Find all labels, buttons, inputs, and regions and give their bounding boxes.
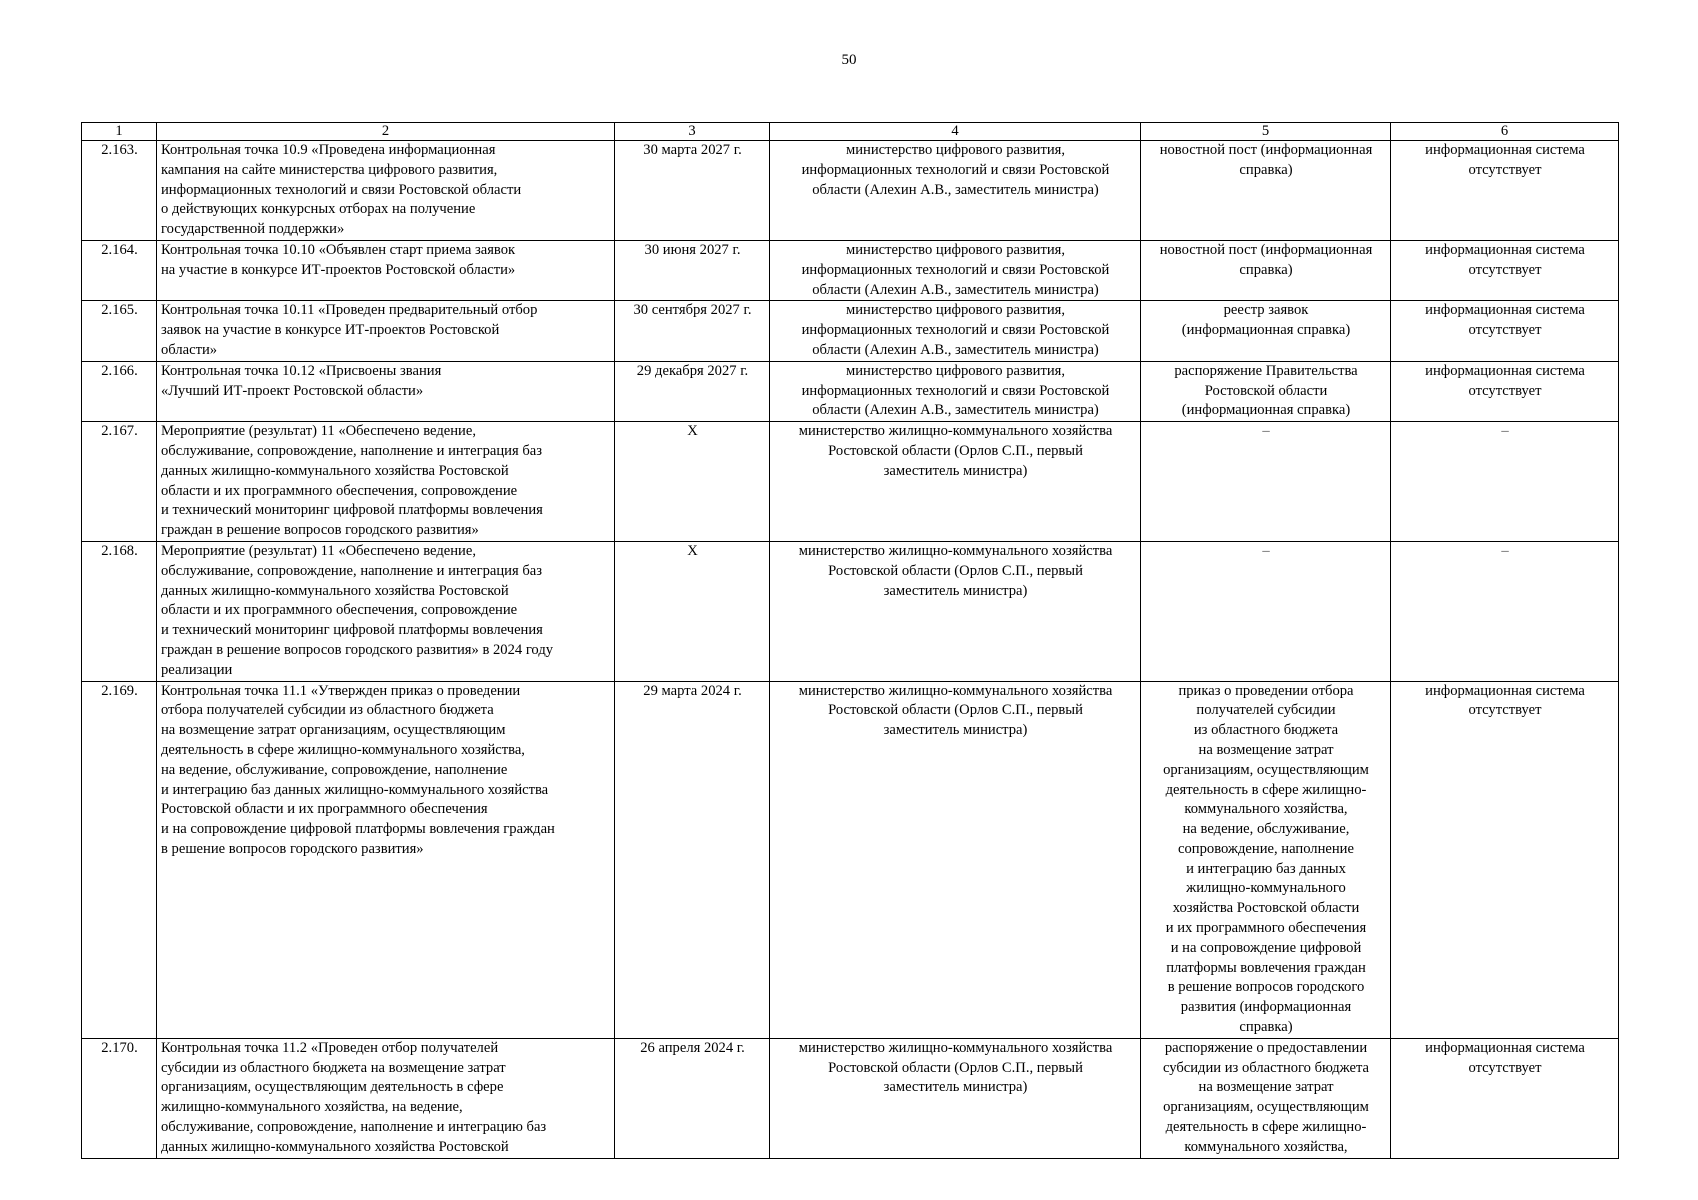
item-date: 30 марта 2027 г. (615, 141, 770, 241)
table-row (82, 301, 1619, 361)
item-document: распоряжение Правительства Ростовской области (информационная справка) (1141, 361, 1391, 421)
column-header: 4 (770, 123, 1141, 141)
item-name: Контрольная точка 11.2 «Проведен отбор получателей субсидии из областного бюджета на возмещение затрат организациям, осуществляющим деятельность в сфере жилищно-коммунального хозяйства, на ведение, обслуживание, сопровождение, наполнение и интеграцию баз данных жилищно-коммунального хозяйства Ростовской (157, 1038, 615, 1158)
item-document: приказ о проведении отбора получателей субсидии из областного бюджета на возмещение затрат организациям, осуществляющим деятельность в сфере жилищно- коммунального хозяйства, на ведение, обслуживание, сопровождение, наполнение и интеграцию баз данных жилищно-коммунального хозяйства Ростовской области и их программного обеспечения и на сопровождение цифровой платформы вовлечения граждан в решение вопросов городского развития (информационная справка) (1141, 681, 1391, 1038)
row-number: 2.170. (82, 1038, 157, 1158)
column-header: 3 (615, 123, 770, 141)
item-information-system: информационная система отсутствует (1391, 681, 1619, 1038)
item-responsible: министерство жилищно-коммунального хозяйства Ростовской области (Орлов С.П., первый заместитель министра) (770, 681, 1141, 1038)
item-information-system: – (1391, 422, 1619, 542)
column-header: 1 (82, 123, 157, 141)
table-row (82, 141, 1619, 241)
row-number: 2.163. (82, 141, 157, 241)
table-row (82, 240, 1619, 300)
item-date: 30 сентября 2027 г. (615, 301, 770, 361)
item-information-system: информационная система отсутствует (1391, 141, 1619, 241)
item-information-system: информационная система отсутствует (1391, 1038, 1619, 1158)
row-number: 2.167. (82, 422, 157, 542)
item-document: – (1141, 422, 1391, 542)
item-information-system: – (1391, 541, 1619, 681)
item-document: – (1141, 541, 1391, 681)
item-date: 29 марта 2024 г. (615, 681, 770, 1038)
page-number: 50 (841, 52, 857, 68)
table-row (82, 681, 1619, 1038)
item-document: новостной пост (информационная справка) (1141, 141, 1391, 241)
item-information-system: информационная система отсутствует (1391, 361, 1619, 421)
item-date: 30 июня 2027 г. (615, 240, 770, 300)
table-row (82, 361, 1619, 421)
row-number: 2.169. (82, 681, 157, 1038)
item-responsible: министерство жилищно-коммунального хозяйства Ростовской области (Орлов С.П., первый заместитель министра) (770, 422, 1141, 542)
item-responsible: министерство цифрового развития, информационных технологий и связи Ростовской области (Алехин А.В., заместитель министра) (770, 141, 1141, 241)
column-number-row (82, 123, 1619, 141)
row-number: 2.168. (82, 541, 157, 681)
table-row (82, 541, 1619, 681)
item-name: Контрольная точка 10.11 «Проведен предварительный отбор заявок на участие в конкурсе ИТ-проектов Ростовской области» (157, 301, 615, 361)
row-number: 2.164. (82, 240, 157, 300)
item-date: X (615, 422, 770, 542)
item-name: Мероприятие (результат) 11 «Обеспечено ведение, обслуживание, сопровождение, наполнение и интеграция баз данных жилищно-коммунального хозяйства Ростовской области и их программного обеспечения, сопровождение и технический мониторинг цифровой платформы вовлечения граждан в решение вопросов городского развития» (157, 422, 615, 542)
table-row (82, 1038, 1619, 1158)
column-header: 5 (1141, 123, 1391, 141)
item-responsible: министерство цифрового развития, информационных технологий и связи Ростовской области (Алехин А.В., заместитель министра) (770, 240, 1141, 300)
item-document: новостной пост (информационная справка) (1141, 240, 1391, 300)
plan-table (81, 122, 1619, 1159)
item-date: 29 декабря 2027 г. (615, 361, 770, 421)
item-name: Контрольная точка 10.12 «Присвоены звания «Лучший ИТ-проект Ростовской области» (157, 361, 615, 421)
item-date: X (615, 541, 770, 681)
column-header: 6 (1391, 123, 1619, 141)
column-header: 2 (157, 123, 615, 141)
item-date: 26 апреля 2024 г. (615, 1038, 770, 1158)
item-responsible: министерство цифрового развития, информационных технологий и связи Ростовской области (Алехин А.В., заместитель министра) (770, 361, 1141, 421)
item-information-system: информационная система отсутствует (1391, 301, 1619, 361)
item-name: Контрольная точка 10.9 «Проведена информационная кампания на сайте министерства цифрового развития, информационных технологий и связи Ростовской области о действующих конкурсных отборах на получение государственной поддержки» (157, 141, 615, 241)
item-name: Контрольная точка 10.10 «Объявлен старт приема заявок на участие в конкурсе ИТ-проектов Ростовской области» (157, 240, 615, 300)
item-responsible: министерство жилищно-коммунального хозяйства Ростовской области (Орлов С.П., первый заместитель министра) (770, 1038, 1141, 1158)
item-document: реестр заявок (информационная справка) (1141, 301, 1391, 361)
item-responsible: министерство жилищно-коммунального хозяйства Ростовской области (Орлов С.П., первый заместитель министра) (770, 541, 1141, 681)
table-row (82, 422, 1619, 542)
row-number: 2.165. (82, 301, 157, 361)
item-responsible: министерство цифрового развития, информационных технологий и связи Ростовской области (Алехин А.В., заместитель министра) (770, 301, 1141, 361)
item-name: Мероприятие (результат) 11 «Обеспечено ведение, обслуживание, сопровождение, наполнение и интеграция баз данных жилищно-коммунального хозяйства Ростовской области и их программного обеспечения, сопровождение и технический мониторинг цифровой платформы вовлечения граждан в решение вопросов городского развития» в 2024 году реализации (157, 541, 615, 681)
item-document: распоряжение о предоставлении субсидии из областного бюджета на возмещение затрат организациям, осуществляющим деятельность в сфере жилищно- коммунального хозяйства, (1141, 1038, 1391, 1158)
row-number: 2.166. (82, 361, 157, 421)
item-name: Контрольная точка 11.1 «Утвержден приказ о проведении отбора получателей субсидии из областного бюджета на возмещение затрат организациям, осуществляющим деятельность в сфере жилищно-коммунального хозяйства, на ведение, обслуживание, сопровождение, наполнение и интеграцию баз данных жилищно-коммунального хозяйства Ростовской области и их программного обеспечения и на сопровождение цифровой платформы вовлечения граждан в решение вопросов городского развития» (157, 681, 615, 1038)
item-information-system: информационная система отсутствует (1391, 240, 1619, 300)
